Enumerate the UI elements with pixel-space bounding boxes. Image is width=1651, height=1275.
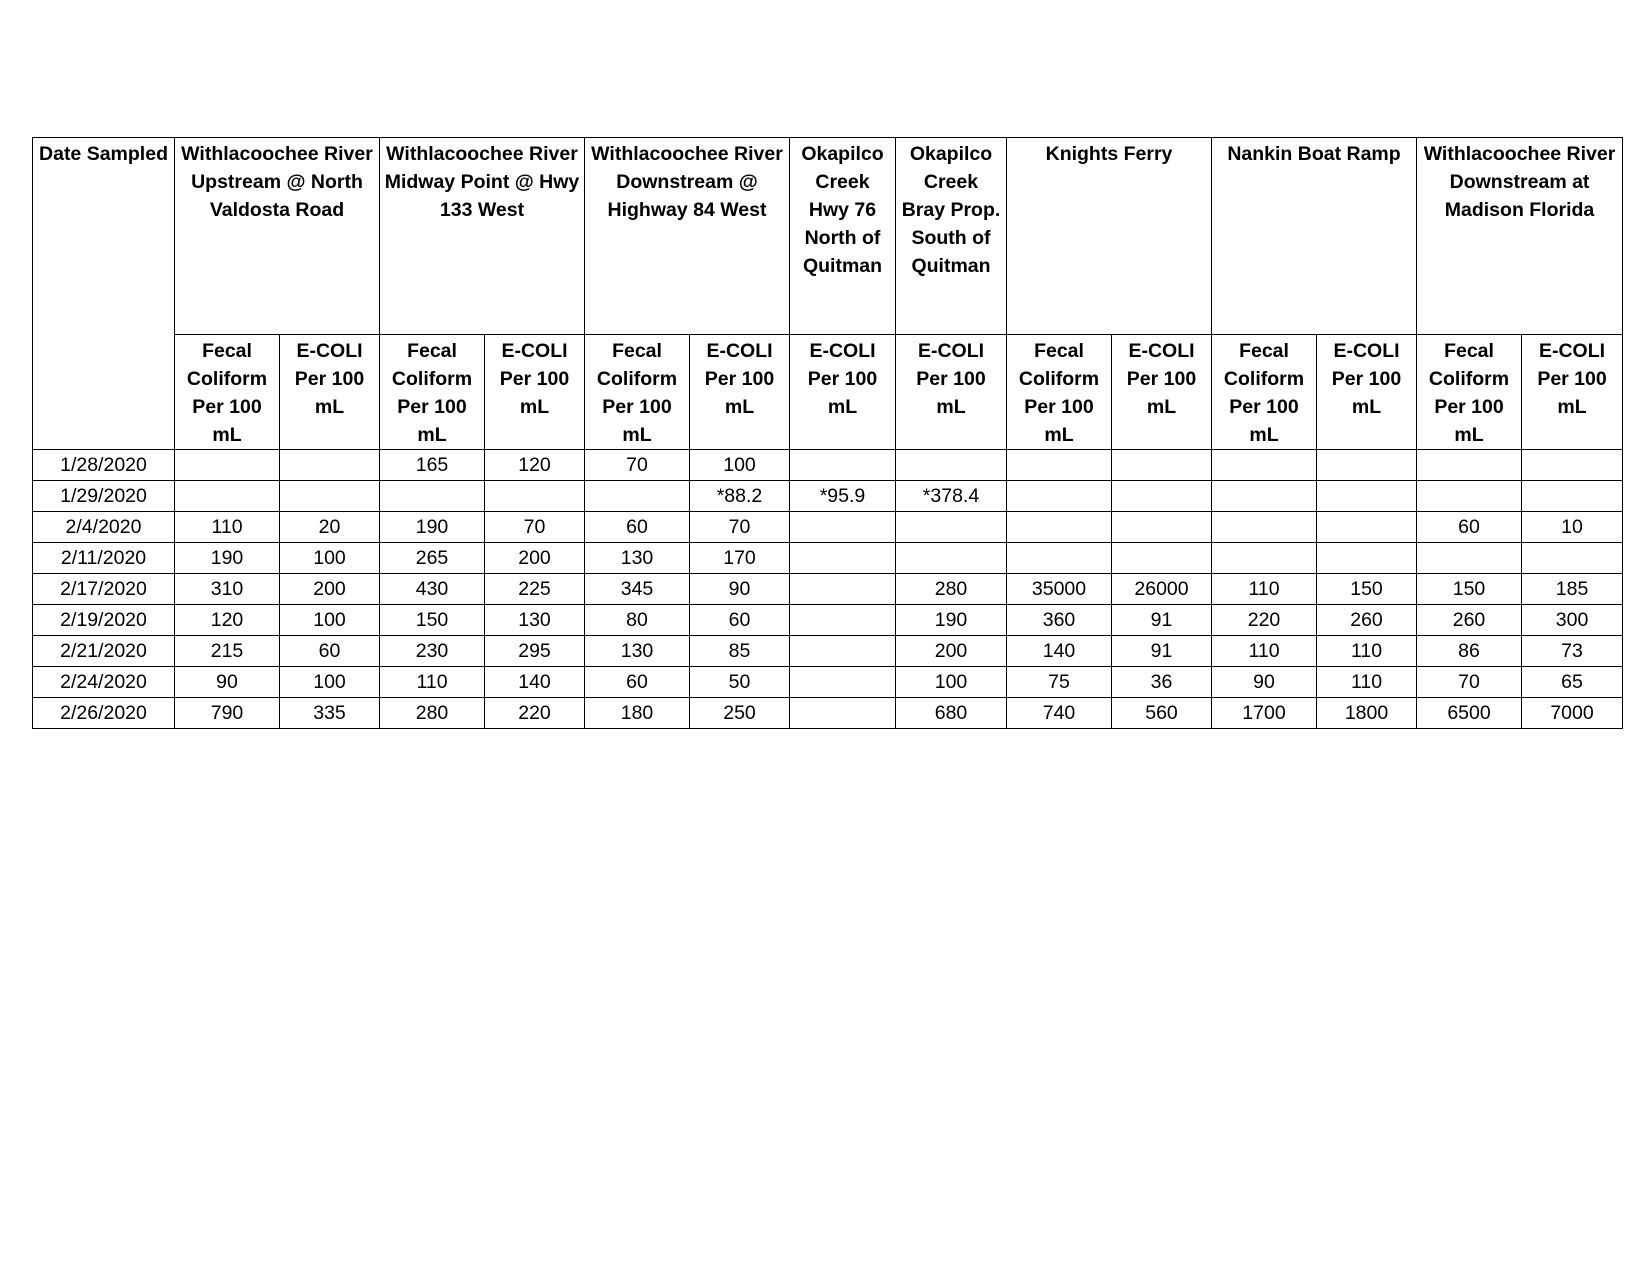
value-cell: 36 <box>1112 667 1212 698</box>
value-cell <box>1112 543 1212 574</box>
value-cell: 130 <box>585 543 690 574</box>
table-row <box>33 605 1623 636</box>
value-cell: 110 <box>1212 636 1317 667</box>
value-cell: 295 <box>485 636 585 667</box>
value-cell: 200 <box>896 636 1007 667</box>
value-cell <box>485 481 585 512</box>
value-cell: 190 <box>380 512 485 543</box>
date-cell: 2/4/2020 <box>33 512 175 543</box>
value-cell: 73 <box>1522 636 1623 667</box>
value-cell: 140 <box>1007 636 1112 667</box>
table-row <box>33 574 1623 605</box>
value-cell <box>790 450 896 481</box>
value-cell: 70 <box>585 450 690 481</box>
value-cell: 110 <box>380 667 485 698</box>
table-row <box>33 636 1623 667</box>
value-cell: 26000 <box>1112 574 1212 605</box>
value-cell: 225 <box>485 574 585 605</box>
value-cell <box>380 481 485 512</box>
value-cell: 310 <box>175 574 280 605</box>
value-cell <box>280 481 380 512</box>
value-cell <box>1417 543 1522 574</box>
value-cell: 265 <box>380 543 485 574</box>
value-cell: 150 <box>1317 574 1417 605</box>
value-cell <box>1522 543 1623 574</box>
value-cell <box>280 450 380 481</box>
table-row <box>33 698 1623 729</box>
value-cell <box>1007 543 1112 574</box>
value-cell <box>896 512 1007 543</box>
value-cell: 185 <box>1522 574 1623 605</box>
value-cell: 150 <box>380 605 485 636</box>
value-cell: 100 <box>280 667 380 698</box>
value-cell: 150 <box>1417 574 1522 605</box>
parameter-header: Fecal Coliform Per 100 mL <box>175 335 280 450</box>
site-header-row <box>33 138 1623 335</box>
value-cell <box>1317 481 1417 512</box>
date-cell: 2/11/2020 <box>33 543 175 574</box>
value-cell: 120 <box>485 450 585 481</box>
value-cell <box>1112 481 1212 512</box>
value-cell <box>790 605 896 636</box>
value-cell: 70 <box>1417 667 1522 698</box>
parameter-header-row <box>33 335 1623 450</box>
parameter-header: E-COLI Per 100 mL <box>1522 335 1623 450</box>
date-cell: 2/24/2020 <box>33 667 175 698</box>
value-cell <box>1007 450 1112 481</box>
value-cell: 130 <box>485 605 585 636</box>
value-cell: 790 <box>175 698 280 729</box>
parameter-header: Fecal Coliform Per 100 mL <box>1007 335 1112 450</box>
value-cell <box>790 636 896 667</box>
value-cell: 130 <box>585 636 690 667</box>
value-cell: 190 <box>175 543 280 574</box>
value-cell: 60 <box>690 605 790 636</box>
parameter-header: E-COLI Per 100 mL <box>1317 335 1417 450</box>
value-cell: 35000 <box>1007 574 1112 605</box>
table-body <box>33 450 1623 729</box>
value-cell <box>1317 543 1417 574</box>
site-header: Withlacoochee River Upstream @ North Valdosta Road <box>175 138 380 335</box>
value-cell <box>1007 481 1112 512</box>
table-row <box>33 450 1623 481</box>
value-cell: 1700 <box>1212 698 1317 729</box>
value-cell: 90 <box>1212 667 1317 698</box>
value-cell: 20 <box>280 512 380 543</box>
date-cell: 1/29/2020 <box>33 481 175 512</box>
site-header: Nankin Boat Ramp <box>1212 138 1417 335</box>
value-cell <box>1212 543 1317 574</box>
value-cell <box>175 450 280 481</box>
parameter-header: E-COLI Per 100 mL <box>485 335 585 450</box>
site-header: Knights Ferry <box>1007 138 1212 335</box>
value-cell: 85 <box>690 636 790 667</box>
value-cell: 91 <box>1112 605 1212 636</box>
value-cell: 190 <box>896 605 1007 636</box>
value-cell: 120 <box>175 605 280 636</box>
value-cell <box>790 543 896 574</box>
value-cell: 180 <box>585 698 690 729</box>
value-cell: 60 <box>1417 512 1522 543</box>
parameter-header: E-COLI Per 100 mL <box>280 335 380 450</box>
value-cell: 90 <box>175 667 280 698</box>
value-cell <box>790 512 896 543</box>
value-cell <box>585 481 690 512</box>
value-cell: 215 <box>175 636 280 667</box>
date-cell: 2/21/2020 <box>33 636 175 667</box>
value-cell <box>1317 512 1417 543</box>
table-header <box>33 138 1623 450</box>
value-cell: 280 <box>380 698 485 729</box>
site-header: Withlacoochee River Downstream at Madison Florida <box>1417 138 1623 335</box>
value-cell: *88.2 <box>690 481 790 512</box>
value-cell <box>175 481 280 512</box>
site-header: Withlacoochee River Midway Point @ Hwy 133 West <box>380 138 585 335</box>
value-cell: 50 <box>690 667 790 698</box>
date-cell: 1/28/2020 <box>33 450 175 481</box>
value-cell: 200 <box>280 574 380 605</box>
value-cell: 70 <box>485 512 585 543</box>
value-cell: 75 <box>1007 667 1112 698</box>
value-cell: 100 <box>896 667 1007 698</box>
table-row <box>33 481 1623 512</box>
value-cell: 7000 <box>1522 698 1623 729</box>
value-cell <box>896 543 1007 574</box>
water-quality-table <box>32 137 1623 729</box>
value-cell <box>1522 481 1623 512</box>
value-cell: 70 <box>690 512 790 543</box>
value-cell <box>790 698 896 729</box>
value-cell: 60 <box>280 636 380 667</box>
value-cell <box>790 667 896 698</box>
table-row <box>33 512 1623 543</box>
value-cell: 110 <box>175 512 280 543</box>
value-cell: 90 <box>690 574 790 605</box>
value-cell: 80 <box>585 605 690 636</box>
value-cell: 230 <box>380 636 485 667</box>
value-cell: 140 <box>485 667 585 698</box>
value-cell: 335 <box>280 698 380 729</box>
value-cell: 10 <box>1522 512 1623 543</box>
value-cell: 60 <box>585 667 690 698</box>
value-cell <box>1112 512 1212 543</box>
value-cell: 110 <box>1212 574 1317 605</box>
parameter-header: Fecal Coliform Per 100 mL <box>380 335 485 450</box>
value-cell: 740 <box>1007 698 1112 729</box>
value-cell: 65 <box>1522 667 1623 698</box>
table-row <box>33 543 1623 574</box>
value-cell: 91 <box>1112 636 1212 667</box>
date-sampled-header: Date Sampled <box>33 138 175 450</box>
value-cell <box>1007 512 1112 543</box>
value-cell: 1800 <box>1317 698 1417 729</box>
value-cell <box>790 574 896 605</box>
value-cell: 260 <box>1417 605 1522 636</box>
value-cell: 560 <box>1112 698 1212 729</box>
value-cell: 86 <box>1417 636 1522 667</box>
table-row <box>33 667 1623 698</box>
date-cell: 2/19/2020 <box>33 605 175 636</box>
value-cell: 110 <box>1317 667 1417 698</box>
value-cell <box>1417 481 1522 512</box>
value-cell: 300 <box>1522 605 1623 636</box>
value-cell: 430 <box>380 574 485 605</box>
value-cell: 680 <box>896 698 1007 729</box>
site-header: Okapilco Creek Hwy 76 North of Quitman <box>790 138 896 335</box>
value-cell <box>1317 450 1417 481</box>
value-cell <box>896 450 1007 481</box>
value-cell <box>1417 450 1522 481</box>
value-cell: 260 <box>1317 605 1417 636</box>
value-cell <box>1212 450 1317 481</box>
value-cell <box>1212 481 1317 512</box>
value-cell: 60 <box>585 512 690 543</box>
value-cell: 360 <box>1007 605 1112 636</box>
parameter-header: Fecal Coliform Per 100 mL <box>1417 335 1522 450</box>
parameter-header: E-COLI Per 100 mL <box>896 335 1007 450</box>
value-cell <box>1112 450 1212 481</box>
parameter-header: Fecal Coliform Per 100 mL <box>585 335 690 450</box>
parameter-header: E-COLI Per 100 mL <box>690 335 790 450</box>
value-cell: 100 <box>280 605 380 636</box>
value-cell: 280 <box>896 574 1007 605</box>
value-cell: 6500 <box>1417 698 1522 729</box>
value-cell: 220 <box>485 698 585 729</box>
parameter-header: Fecal Coliform Per 100 mL <box>1212 335 1317 450</box>
value-cell: 200 <box>485 543 585 574</box>
date-cell: 2/26/2020 <box>33 698 175 729</box>
date-cell: 2/17/2020 <box>33 574 175 605</box>
value-cell: 250 <box>690 698 790 729</box>
parameter-header: E-COLI Per 100 mL <box>790 335 896 450</box>
value-cell <box>1212 512 1317 543</box>
value-cell: 110 <box>1317 636 1417 667</box>
value-cell: 165 <box>380 450 485 481</box>
site-header: Okapilco Creek Bray Prop. South of Quitman <box>896 138 1007 335</box>
value-cell: *95.9 <box>790 481 896 512</box>
value-cell: *378.4 <box>896 481 1007 512</box>
value-cell: 345 <box>585 574 690 605</box>
parameter-header: E-COLI Per 100 mL <box>1112 335 1212 450</box>
value-cell: 220 <box>1212 605 1317 636</box>
value-cell: 170 <box>690 543 790 574</box>
value-cell: 100 <box>280 543 380 574</box>
value-cell: 100 <box>690 450 790 481</box>
value-cell <box>1522 450 1623 481</box>
site-header: Withlacoochee River Downstream @ Highway 84 West <box>585 138 790 335</box>
